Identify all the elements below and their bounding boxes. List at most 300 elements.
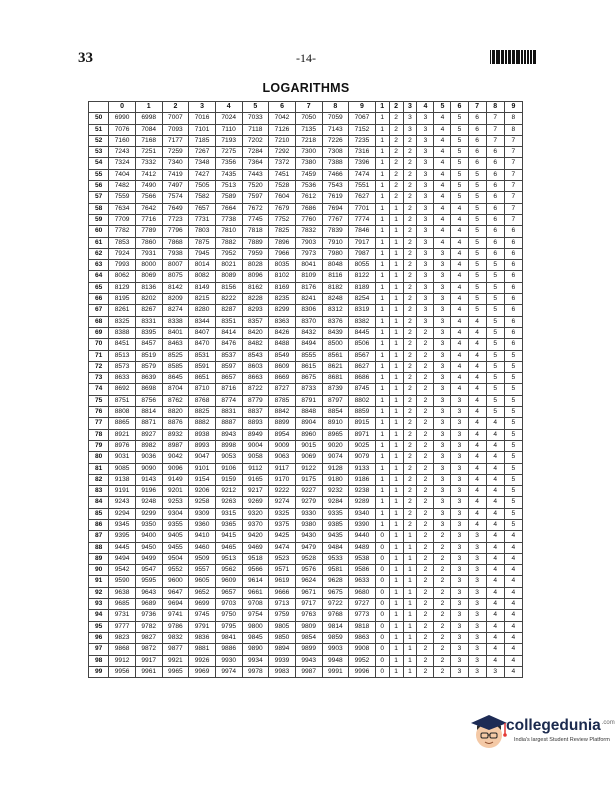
log-value-cell: 9036 bbox=[135, 452, 162, 463]
mean-difference-cell: 2 bbox=[417, 407, 434, 418]
mean-difference-cell: 1 bbox=[375, 316, 389, 327]
log-value-cell: 7604 bbox=[269, 192, 296, 203]
mean-difference-cell: 4 bbox=[504, 531, 522, 542]
mean-difference-cell: 4 bbox=[468, 395, 486, 406]
mean-difference-cell: 4 bbox=[468, 452, 486, 463]
mean-difference-cell: 0 bbox=[375, 666, 389, 677]
row-number: 51 bbox=[89, 124, 109, 135]
row-number: 76 bbox=[89, 407, 109, 418]
mean-difference-cell: 3 bbox=[417, 305, 434, 316]
mean-difference-cell: 1 bbox=[389, 553, 403, 564]
log-value-cell: 9754 bbox=[242, 610, 269, 621]
log-value-cell: 8949 bbox=[242, 429, 269, 440]
mean-difference-cell: 6 bbox=[504, 339, 522, 350]
mean-difference-cell: 5 bbox=[504, 474, 522, 485]
log-value-cell: 9859 bbox=[322, 632, 349, 643]
mean-difference-cell: 2 bbox=[403, 429, 417, 440]
mean-difference-cell: 2 bbox=[417, 474, 434, 485]
log-value-cell: 7917 bbox=[349, 237, 376, 248]
mean-difference-cell: 7 bbox=[504, 135, 522, 146]
mean-difference-cell: 1 bbox=[403, 644, 417, 655]
mean-difference-cell: 6 bbox=[468, 158, 486, 169]
mean-difference-cell: 1 bbox=[403, 587, 417, 598]
row-number: 61 bbox=[89, 237, 109, 248]
log-value-cell: 9699 bbox=[189, 599, 216, 610]
log-value-cell: 7419 bbox=[162, 169, 189, 180]
mean-difference-cell: 4 bbox=[486, 621, 504, 632]
mean-difference-cell: 4 bbox=[468, 373, 486, 384]
log-value-cell: 9469 bbox=[242, 542, 269, 553]
log-value-cell: 7924 bbox=[109, 248, 136, 259]
log-value-cell: 7945 bbox=[189, 248, 216, 259]
mean-difference-cell: 1 bbox=[389, 531, 403, 542]
log-value-cell: 9661 bbox=[242, 587, 269, 598]
log-value-cell: 7745 bbox=[242, 214, 269, 225]
mean-difference-cell: 8 bbox=[504, 113, 522, 124]
log-value-cell: 7513 bbox=[215, 181, 242, 192]
mean-difference-cell: 1 bbox=[389, 350, 403, 361]
mean-difference-cell: 3 bbox=[434, 384, 451, 395]
mean-difference-cell: 1 bbox=[375, 248, 389, 259]
log-value-cell: 9863 bbox=[349, 632, 376, 643]
mean-difference-cell: 6 bbox=[504, 260, 522, 271]
table-row bbox=[89, 169, 523, 180]
row-number: 99 bbox=[89, 666, 109, 677]
log-value-cell: 8681 bbox=[322, 373, 349, 384]
log-value-cell: 9845 bbox=[242, 632, 269, 643]
mean-difference-cell: 3 bbox=[468, 587, 486, 598]
log-value-cell: 9759 bbox=[269, 610, 296, 621]
mean-difference-cell: 3 bbox=[417, 135, 434, 146]
mean-difference-cell: 1 bbox=[375, 113, 389, 124]
log-value-cell: 9590 bbox=[109, 576, 136, 587]
mean-difference-cell: 2 bbox=[389, 181, 403, 192]
log-value-cell: 8686 bbox=[349, 373, 376, 384]
row-number: 98 bbox=[89, 655, 109, 666]
log-value-cell: 8420 bbox=[242, 327, 269, 338]
mean-difference-cell: 4 bbox=[504, 644, 522, 655]
log-value-cell: 8445 bbox=[349, 327, 376, 338]
log-value-cell: 9460 bbox=[189, 542, 216, 553]
row-number: 96 bbox=[89, 632, 109, 643]
log-value-cell: 9196 bbox=[135, 486, 162, 497]
log-value-cell: 9836 bbox=[189, 632, 216, 643]
log-value-cell: 8261 bbox=[109, 305, 136, 316]
mean-difference-cell: 1 bbox=[389, 452, 403, 463]
log-value-cell: 9791 bbox=[189, 621, 216, 632]
mean-difference-cell: 3 bbox=[468, 666, 486, 677]
table-row bbox=[89, 632, 523, 643]
table-row bbox=[89, 429, 523, 440]
row-number: 87 bbox=[89, 531, 109, 542]
mean-difference-cell: 1 bbox=[389, 610, 403, 621]
table-title: LOGARITHMS bbox=[262, 81, 350, 95]
mean-difference-cell: 3 bbox=[468, 576, 486, 587]
mean-difference-cell: 1 bbox=[375, 169, 389, 180]
log-value-cell: 9731 bbox=[109, 610, 136, 621]
mean-difference-cell: 2 bbox=[389, 124, 403, 135]
table-row bbox=[89, 418, 523, 429]
log-value-cell: 9435 bbox=[322, 531, 349, 542]
mean-difference-cell: 3 bbox=[417, 248, 434, 259]
log-value-cell: 8585 bbox=[162, 361, 189, 372]
mean-difference-cell: 2 bbox=[417, 440, 434, 451]
column-header-main: 4 bbox=[215, 102, 242, 113]
row-number: 60 bbox=[89, 226, 109, 237]
mean-difference-cell: 2 bbox=[403, 407, 417, 418]
mean-difference-cell: 5 bbox=[486, 316, 504, 327]
table-row bbox=[89, 327, 523, 338]
table-row bbox=[89, 644, 523, 655]
row-number: 55 bbox=[89, 169, 109, 180]
table-row bbox=[89, 576, 523, 587]
log-value-cell: 8156 bbox=[215, 282, 242, 293]
log-value-cell: 7559 bbox=[109, 192, 136, 203]
log-value-cell: 7267 bbox=[189, 147, 216, 158]
log-value-cell: 9165 bbox=[242, 474, 269, 485]
mean-difference-cell: 2 bbox=[389, 158, 403, 169]
log-value-cell: 7973 bbox=[295, 248, 322, 259]
log-value-cell: 7846 bbox=[349, 226, 376, 237]
mean-difference-cell: 6 bbox=[486, 237, 504, 248]
log-value-cell: 8842 bbox=[269, 407, 296, 418]
log-value-cell: 8537 bbox=[215, 350, 242, 361]
log-value-cell: 8215 bbox=[189, 294, 216, 305]
barcode-stripe bbox=[535, 50, 536, 64]
mean-difference-cell: 1 bbox=[375, 237, 389, 248]
mean-difference-cell: 4 bbox=[451, 271, 468, 282]
mean-difference-cell: 3 bbox=[417, 237, 434, 248]
mean-difference-cell: 1 bbox=[403, 610, 417, 621]
mean-difference-cell: 3 bbox=[468, 531, 486, 542]
log-value-cell: 8274 bbox=[162, 305, 189, 316]
log-value-cell: 9420 bbox=[242, 531, 269, 542]
mean-difference-cell: 1 bbox=[375, 124, 389, 135]
log-value-cell: 7427 bbox=[189, 169, 216, 180]
row-number: 69 bbox=[89, 327, 109, 338]
log-value-cell: 8189 bbox=[349, 282, 376, 293]
mean-difference-cell: 6 bbox=[504, 271, 522, 282]
mean-difference-cell: 4 bbox=[504, 576, 522, 587]
log-value-cell: 9628 bbox=[322, 576, 349, 587]
mean-difference-cell: 3 bbox=[434, 497, 451, 508]
log-value-cell: 9360 bbox=[189, 519, 216, 530]
log-value-cell: 9096 bbox=[162, 463, 189, 474]
mean-difference-cell: 4 bbox=[468, 463, 486, 474]
mean-difference-cell: 2 bbox=[403, 214, 417, 225]
mean-difference-cell: 5 bbox=[504, 350, 522, 361]
log-value-cell: 7903 bbox=[295, 237, 322, 248]
log-value-cell: 7738 bbox=[215, 214, 242, 225]
mean-difference-cell: 3 bbox=[403, 124, 417, 135]
mean-difference-cell: 5 bbox=[504, 361, 522, 372]
row-number: 92 bbox=[89, 587, 109, 598]
log-value-cell: 9309 bbox=[189, 508, 216, 519]
mean-difference-cell: 6 bbox=[468, 113, 486, 124]
mean-difference-cell: 5 bbox=[451, 158, 468, 169]
mean-difference-cell: 4 bbox=[486, 553, 504, 564]
mean-difference-cell: 3 bbox=[468, 553, 486, 564]
log-value-cell: 9440 bbox=[349, 531, 376, 542]
mean-difference-cell: 5 bbox=[486, 305, 504, 316]
log-value-cell: 7364 bbox=[242, 158, 269, 169]
mean-difference-cell: 4 bbox=[504, 542, 522, 553]
mean-difference-cell: 5 bbox=[504, 452, 522, 463]
log-value-cell: 7490 bbox=[135, 181, 162, 192]
log-value-cell: 9340 bbox=[349, 508, 376, 519]
log-value-cell: 8162 bbox=[242, 282, 269, 293]
mean-difference-cell: 4 bbox=[434, 135, 451, 146]
log-value-cell: 9499 bbox=[135, 553, 162, 564]
mean-difference-cell: 4 bbox=[504, 599, 522, 610]
log-value-cell: 7679 bbox=[269, 203, 296, 214]
column-header-difference: 4 bbox=[417, 102, 434, 113]
mean-difference-cell: 4 bbox=[468, 519, 486, 530]
log-value-cell: 8615 bbox=[295, 361, 322, 372]
log-value-cell: 8254 bbox=[349, 294, 376, 305]
mean-difference-cell: 3 bbox=[468, 565, 486, 576]
mean-difference-cell: 3 bbox=[417, 316, 434, 327]
log-value-cell: 8102 bbox=[269, 271, 296, 282]
log-value-cell: 7574 bbox=[162, 192, 189, 203]
table-row bbox=[89, 181, 523, 192]
log-value-cell: 7767 bbox=[322, 214, 349, 225]
log-value-cell: 9912 bbox=[109, 655, 136, 666]
mean-difference-cell: 4 bbox=[468, 474, 486, 485]
log-value-cell: 9795 bbox=[215, 621, 242, 632]
log-value-cell: 7619 bbox=[322, 192, 349, 203]
mean-difference-cell: 1 bbox=[375, 192, 389, 203]
mean-difference-cell: 2 bbox=[389, 147, 403, 158]
log-value-cell: 9680 bbox=[349, 587, 376, 598]
mean-difference-cell: 4 bbox=[468, 339, 486, 350]
mean-difference-cell: 1 bbox=[375, 305, 389, 316]
log-value-cell: 9025 bbox=[349, 440, 376, 451]
row-number: 68 bbox=[89, 316, 109, 327]
log-value-cell: 9899 bbox=[295, 644, 322, 655]
log-value-cell: 7566 bbox=[135, 192, 162, 203]
log-value-cell: 8808 bbox=[109, 407, 136, 418]
log-value-cell: 9320 bbox=[242, 508, 269, 519]
table-row bbox=[89, 553, 523, 564]
log-value-cell: 9206 bbox=[189, 486, 216, 497]
log-value-cell: 7589 bbox=[215, 192, 242, 203]
mean-difference-cell: 1 bbox=[389, 305, 403, 316]
log-value-cell: 8704 bbox=[162, 384, 189, 395]
log-value-cell: 8007 bbox=[162, 260, 189, 271]
log-value-cell: 9552 bbox=[162, 565, 189, 576]
log-value-cell: 9903 bbox=[322, 644, 349, 655]
mean-difference-cell: 3 bbox=[451, 666, 468, 677]
log-value-cell: 8082 bbox=[189, 271, 216, 282]
log-value-cell: 9877 bbox=[162, 644, 189, 655]
mean-difference-cell: 3 bbox=[434, 508, 451, 519]
log-value-cell: 9750 bbox=[215, 610, 242, 621]
mean-difference-cell: 5 bbox=[486, 327, 504, 338]
mean-difference-cell: 7 bbox=[486, 124, 504, 135]
log-value-cell: 7110 bbox=[215, 124, 242, 135]
log-value-cell: 9143 bbox=[135, 474, 162, 485]
mean-difference-cell: 4 bbox=[434, 181, 451, 192]
log-value-cell: 9983 bbox=[269, 666, 296, 677]
mean-difference-cell: 4 bbox=[486, 587, 504, 598]
mean-difference-cell: 4 bbox=[451, 316, 468, 327]
log-value-cell: 7980 bbox=[322, 248, 349, 259]
mean-difference-cell: 2 bbox=[434, 666, 451, 677]
mean-difference-cell: 0 bbox=[375, 542, 389, 553]
log-value-cell: 8633 bbox=[109, 373, 136, 384]
log-value-cell: 8089 bbox=[215, 271, 242, 282]
mean-difference-cell: 3 bbox=[468, 621, 486, 632]
mean-difference-cell: 6 bbox=[486, 147, 504, 158]
mean-difference-cell: 1 bbox=[403, 576, 417, 587]
mean-difference-cell: 5 bbox=[504, 508, 522, 519]
log-value-cell: 8998 bbox=[215, 440, 242, 451]
log-value-cell: 8716 bbox=[215, 384, 242, 395]
mean-difference-cell: 3 bbox=[468, 632, 486, 643]
log-value-cell: 8109 bbox=[295, 271, 322, 282]
row-number: 75 bbox=[89, 395, 109, 406]
brand-name: collegedunia bbox=[506, 717, 601, 734]
mean-difference-cell: 1 bbox=[389, 407, 403, 418]
mean-difference-cell: 1 bbox=[389, 599, 403, 610]
mean-difference-cell: 7 bbox=[504, 203, 522, 214]
mean-difference-cell: 3 bbox=[451, 655, 468, 666]
log-value-cell: 7709 bbox=[109, 214, 136, 225]
log-value-cell: 9908 bbox=[349, 644, 376, 655]
mean-difference-cell: 1 bbox=[375, 260, 389, 271]
log-value-cell: 9484 bbox=[322, 542, 349, 553]
log-value-cell: 7938 bbox=[162, 248, 189, 259]
table-row bbox=[89, 305, 523, 316]
mean-difference-cell: 3 bbox=[451, 418, 468, 429]
mean-difference-cell: 4 bbox=[451, 384, 468, 395]
log-value-cell: 9289 bbox=[349, 497, 376, 508]
mean-difference-cell: 1 bbox=[389, 565, 403, 576]
mean-difference-cell: 1 bbox=[389, 587, 403, 598]
log-value-cell: 9894 bbox=[269, 644, 296, 655]
log-value-cell: 9279 bbox=[295, 497, 322, 508]
table-row bbox=[89, 407, 523, 418]
mean-difference-cell: 1 bbox=[389, 294, 403, 305]
log-value-cell: 9258 bbox=[189, 497, 216, 508]
log-value-cell: 7332 bbox=[135, 158, 162, 169]
log-value-cell: 8021 bbox=[215, 260, 242, 271]
row-number: 54 bbox=[89, 158, 109, 169]
mean-difference-cell: 4 bbox=[486, 497, 504, 508]
mean-difference-cell: 5 bbox=[468, 169, 486, 180]
table-row bbox=[89, 135, 523, 146]
row-number: 62 bbox=[89, 248, 109, 259]
mean-difference-cell: 2 bbox=[403, 418, 417, 429]
column-header-difference: 6 bbox=[451, 102, 468, 113]
mean-difference-cell: 2 bbox=[417, 599, 434, 610]
mean-difference-cell: 4 bbox=[504, 565, 522, 576]
log-value-cell: 8591 bbox=[189, 361, 216, 372]
table-row bbox=[89, 271, 523, 282]
mean-difference-cell: 2 bbox=[417, 497, 434, 508]
log-value-cell: 9058 bbox=[242, 452, 269, 463]
mean-difference-cell: 4 bbox=[486, 452, 504, 463]
log-value-cell: 9841 bbox=[215, 632, 242, 643]
log-value-cell: 9315 bbox=[215, 508, 242, 519]
log-value-cell: 7396 bbox=[349, 158, 376, 169]
mean-difference-cell: 4 bbox=[486, 440, 504, 451]
log-value-cell: 9523 bbox=[269, 553, 296, 564]
mean-difference-cell: 1 bbox=[375, 429, 389, 440]
mean-difference-cell: 3 bbox=[434, 440, 451, 451]
log-value-cell: 7839 bbox=[322, 226, 349, 237]
mean-difference-cell: 1 bbox=[389, 463, 403, 474]
log-value-cell: 7084 bbox=[135, 124, 162, 135]
log-value-cell: 9717 bbox=[295, 599, 322, 610]
mean-difference-cell: 5 bbox=[451, 181, 468, 192]
row-number: 50 bbox=[89, 113, 109, 124]
log-value-cell: 9410 bbox=[189, 531, 216, 542]
mean-difference-cell: 2 bbox=[417, 666, 434, 677]
mean-difference-cell: 2 bbox=[403, 135, 417, 146]
table-row bbox=[89, 248, 523, 259]
mean-difference-cell: 2 bbox=[403, 192, 417, 203]
mean-difference-cell: 1 bbox=[389, 486, 403, 497]
log-value-cell: 8597 bbox=[215, 361, 242, 372]
mean-difference-cell: 3 bbox=[434, 327, 451, 338]
log-value-cell: 8603 bbox=[242, 361, 269, 372]
mean-difference-cell: 2 bbox=[403, 395, 417, 406]
log-value-cell: 8122 bbox=[349, 271, 376, 282]
mean-difference-cell: 3 bbox=[417, 181, 434, 192]
log-value-cell: 9595 bbox=[135, 576, 162, 587]
mean-difference-cell: 1 bbox=[375, 452, 389, 463]
log-value-cell: 9818 bbox=[349, 621, 376, 632]
row-number: 97 bbox=[89, 644, 109, 655]
table-row bbox=[89, 260, 523, 271]
log-value-cell: 8779 bbox=[242, 395, 269, 406]
mean-difference-cell: 2 bbox=[403, 248, 417, 259]
log-value-cell: 8825 bbox=[189, 407, 216, 418]
log-value-cell: 8439 bbox=[322, 327, 349, 338]
mean-difference-cell: 3 bbox=[434, 339, 451, 350]
mean-difference-cell: 6 bbox=[504, 237, 522, 248]
table-row bbox=[89, 519, 523, 530]
mean-difference-cell: 1 bbox=[375, 418, 389, 429]
mean-difference-cell: 3 bbox=[417, 113, 434, 124]
mean-difference-cell: 4 bbox=[486, 463, 504, 474]
mean-difference-cell: 1 bbox=[389, 214, 403, 225]
log-value-cell: 7723 bbox=[162, 214, 189, 225]
mean-difference-cell: 2 bbox=[403, 350, 417, 361]
log-value-cell: 9350 bbox=[135, 519, 162, 530]
mean-difference-cell: 4 bbox=[486, 508, 504, 519]
mean-difference-cell: 1 bbox=[389, 327, 403, 338]
log-value-cell: 9930 bbox=[215, 655, 242, 666]
log-value-cell: 7810 bbox=[215, 226, 242, 237]
mean-difference-cell: 4 bbox=[468, 508, 486, 519]
log-value-cell: 8762 bbox=[162, 395, 189, 406]
mean-difference-cell: 2 bbox=[434, 632, 451, 643]
log-value-cell: 9956 bbox=[109, 666, 136, 677]
log-value-cell: 8035 bbox=[269, 260, 296, 271]
mean-difference-cell: 2 bbox=[434, 553, 451, 564]
mean-difference-cell: 3 bbox=[451, 519, 468, 530]
mean-difference-cell: 4 bbox=[451, 237, 468, 248]
log-value-cell: 9335 bbox=[322, 508, 349, 519]
mean-difference-cell: 6 bbox=[504, 248, 522, 259]
mean-difference-cell: 5 bbox=[468, 203, 486, 214]
log-value-cell: 8982 bbox=[135, 440, 162, 451]
mean-difference-cell: 5 bbox=[468, 181, 486, 192]
column-header-main: 3 bbox=[189, 102, 216, 113]
